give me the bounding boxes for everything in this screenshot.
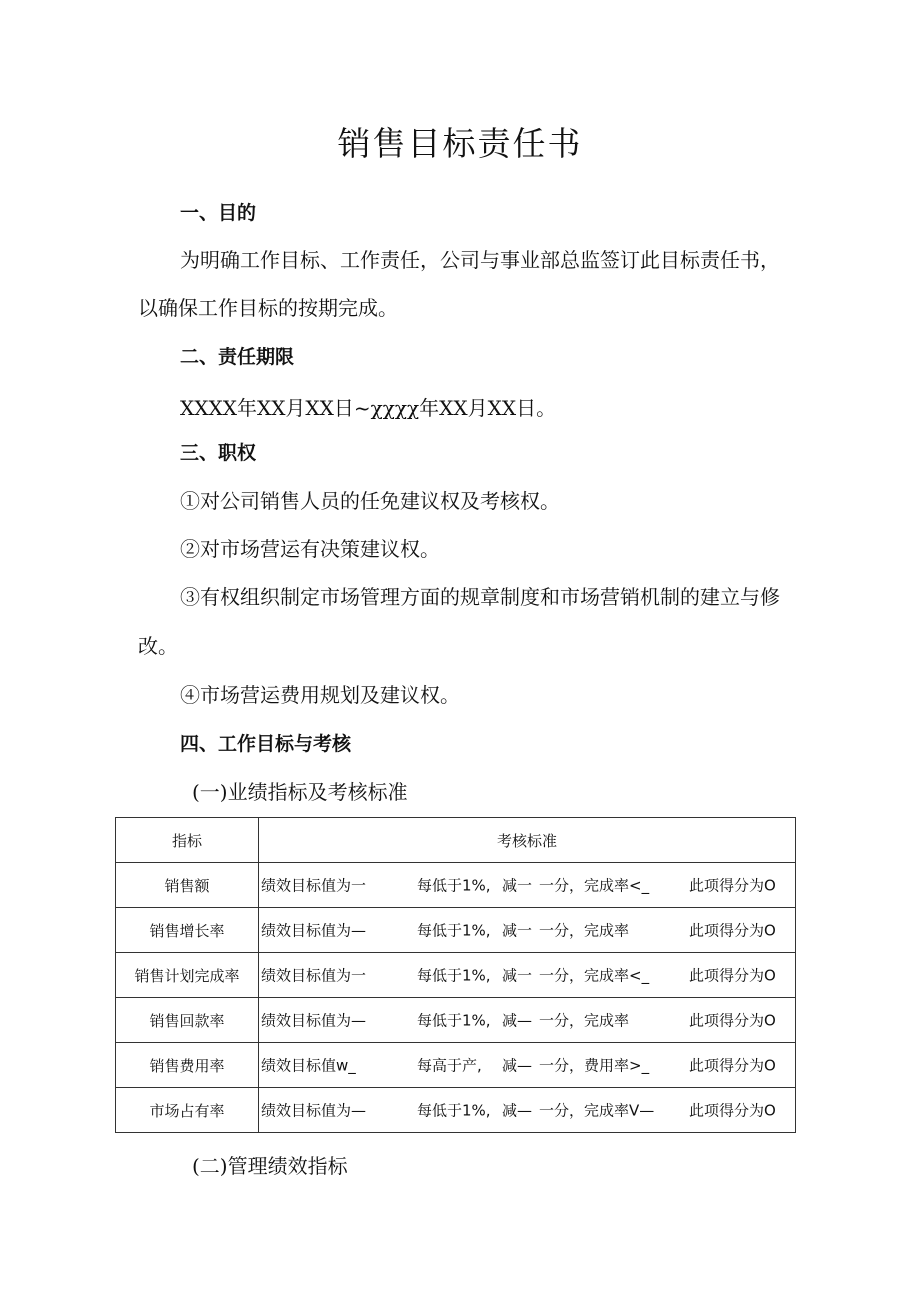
subsection-1-title: (一)业绩指标及考核标准 xyxy=(192,780,408,804)
criteria-cell xyxy=(259,1088,796,1133)
criteria-rate: 一分，完成率<_ xyxy=(539,966,650,985)
section-4-heading: 四、工作目标与考核 xyxy=(180,733,352,755)
indicator-cell: 销售计划完成率 xyxy=(116,953,259,998)
criteria-cell xyxy=(259,863,796,908)
section-1-heading: 一、目的 xyxy=(180,202,257,224)
section-3-item-4: ④市场营运费用规划及建议权。 xyxy=(180,683,460,707)
criteria-target: 绩效目标值为一 xyxy=(261,966,367,985)
indicator-cell: 销售额 xyxy=(116,863,259,908)
criteria-cell xyxy=(259,908,796,953)
table-row xyxy=(116,998,796,1043)
table-row xyxy=(116,863,796,908)
criteria-score: 此项得分为O xyxy=(689,1011,776,1030)
performance-table xyxy=(115,817,796,1133)
criteria-target: 绩效目标值为— xyxy=(261,1011,367,1030)
criteria-target: 绩效目标值为一 xyxy=(261,876,367,895)
criteria-score: 此项得分为O xyxy=(689,876,776,895)
indicator-cell: 销售增长率 xyxy=(116,908,259,953)
criteria-score: 此项得分为O xyxy=(689,1056,776,1075)
criteria-cell xyxy=(259,998,796,1043)
criteria-score: 此项得分为O xyxy=(689,921,776,940)
indicator-cell: 销售费用率 xyxy=(116,1043,259,1088)
criteria-target: 绩效目标值w_ xyxy=(261,1056,356,1075)
criteria-target: 绩效目标值为— xyxy=(261,1101,367,1120)
section-3-item-1: ①对公司销售人员的任免建议权及考核权。 xyxy=(180,489,560,513)
section-3-heading: 三、职权 xyxy=(180,442,257,464)
criteria-deduct: 减— xyxy=(502,1056,533,1075)
section-1-paragraph-line-1: 为明确工作目标、工作责任，公司与事业部总监签订此目标责任书， xyxy=(180,248,780,272)
criteria-threshold: 每低于1%, xyxy=(417,1101,491,1120)
section-3-item-3-line-2: 改。 xyxy=(138,634,178,658)
criteria-cell xyxy=(259,1043,796,1088)
criteria-rate: 一分，费用率>_ xyxy=(539,1056,650,1075)
table-row xyxy=(116,908,796,953)
criteria-rate: 一分，完成率V— xyxy=(539,1101,655,1120)
criteria-threshold: 每低于1%, xyxy=(417,966,491,985)
criteria-deduct: 减一 xyxy=(502,966,533,985)
section-3-item-3-line-1: ③有权组织制定市场管理方面的规章制度和市场营销机制的建立与修 xyxy=(180,585,780,609)
criteria-threshold: 每低于1%, xyxy=(417,876,491,895)
table-row xyxy=(116,1088,796,1133)
section-2-text: XXXX年XX月XX日~χχχχ年XX月XX日。 xyxy=(180,396,557,420)
criteria-deduct: 减— xyxy=(502,1101,533,1120)
criteria-deduct: 减— xyxy=(502,1011,533,1030)
criteria-rate: 一分，完成率<_ xyxy=(539,876,650,895)
section-1-paragraph-line-2: 以确保工作目标的按期完成。 xyxy=(138,296,398,320)
table-row xyxy=(116,953,796,998)
section-2-heading: 二、责任期限 xyxy=(180,346,295,368)
criteria-rate: 一分，完成率 xyxy=(539,1011,630,1030)
header-indicator: 指标 xyxy=(116,818,259,863)
indicator-cell: 销售回款率 xyxy=(116,998,259,1043)
criteria-threshold: 每低于1%, xyxy=(417,921,491,940)
criteria-deduct: 减一 xyxy=(502,876,533,895)
document-title: 销售目标责任书 xyxy=(337,124,583,163)
header-criteria: 考核标准 xyxy=(259,818,796,863)
table-header-row xyxy=(116,818,796,863)
criteria-deduct: 减一 xyxy=(502,921,533,940)
criteria-score: 此项得分为O xyxy=(689,966,776,985)
criteria-score: 此项得分为O xyxy=(689,1101,776,1120)
criteria-rate: 一分，完成率 xyxy=(539,921,630,940)
subsection-2-title: (二)管理绩效指标 xyxy=(192,1154,348,1178)
criteria-cell xyxy=(259,953,796,998)
section-3-item-2: ②对市场营运有决策建议权。 xyxy=(180,537,440,561)
criteria-threshold: 每低于1%, xyxy=(417,1011,491,1030)
criteria-threshold: 每高于产, xyxy=(417,1056,482,1075)
criteria-target: 绩效目标值为— xyxy=(261,921,367,940)
indicator-cell: 市场占有率 xyxy=(116,1088,259,1133)
table-row xyxy=(116,1043,796,1088)
